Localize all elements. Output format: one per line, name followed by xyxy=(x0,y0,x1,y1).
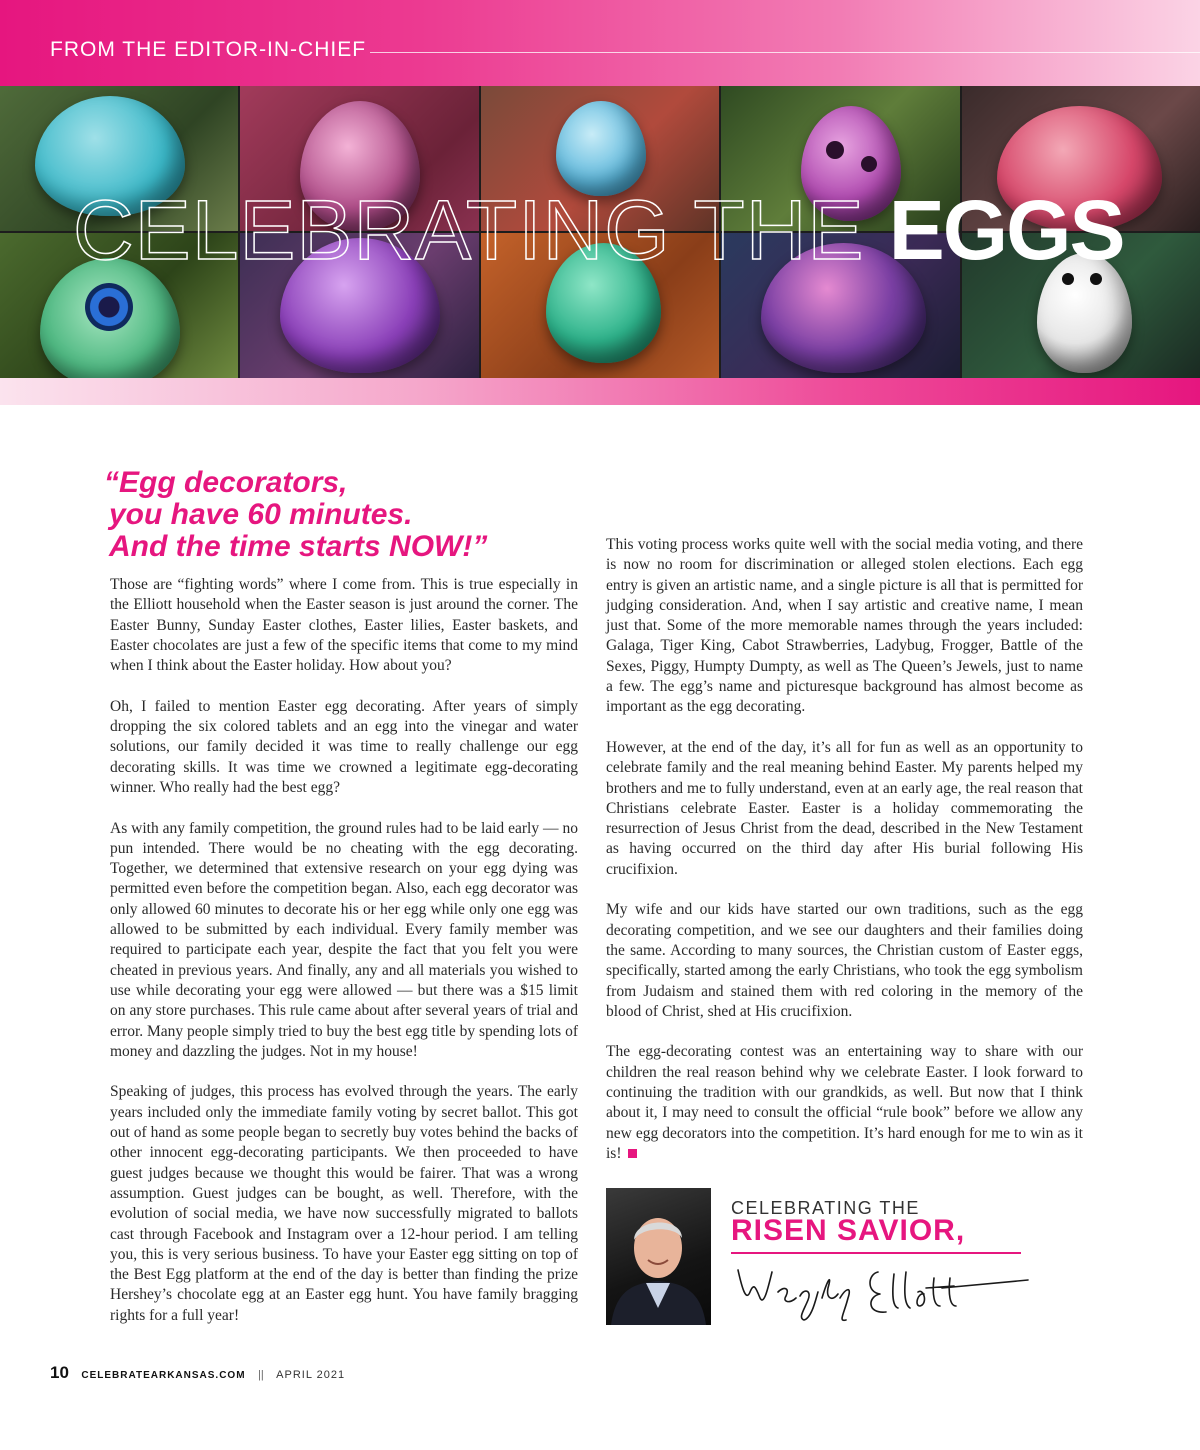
paragraph: Oh, I failed to mention Easter egg decorating. After years of simply dropping the six colored tablets and an egg into the vinegar and water solutions, our family decided it was time to really challenge our egg decorating skills. It was time we crowned a legitimate egg-decorating winner. Who really had the best egg? xyxy=(110,697,578,796)
header-divider xyxy=(370,52,1200,53)
footer-separator: || xyxy=(257,1369,264,1381)
author-portrait xyxy=(606,1188,711,1325)
title-bold: EGGS xyxy=(888,183,1124,277)
pull-quote-line: you have 60 minutes. xyxy=(109,498,413,531)
paragraph: Those are “fighting words” where I come from. This is true especially in the Elliott household when the Easter season is just around the corner. The Easter Bunny, Sunday Easter clothes, Easter lilies, Easter baskets, and Easter chocolates are just a few of the specific items that come to my mind when I think about the Easter holiday. How about you? xyxy=(110,576,578,675)
issue-date: APRIL 2021 xyxy=(276,1369,346,1381)
page-title xyxy=(73,183,1124,277)
paragraph: As with any family competition, the ground rules had to be laid early — no pun intended. There would be no cheating with the egg decorating. Together, we determined that extensive research on your egg dying was permitted even before the competition began. Also, each egg decorator was only allowed 60 minutes to decorate his or her egg while only one egg was allowed to be submitted by each individual. Every family member was required to participate each year, despite the fact that you felt you were cheated in previous years. And finally, any and all materials you wished to use while decorating your egg were allowed — but there was a $15 limit on any store purchases. This rule came about after several years of trial and error. Many people simply tried to buy the best egg title by spending lots of money and dazzling the judges. Not in my house! xyxy=(110,819,578,1060)
paragraph: Speaking of judges, this process has evolved through the years. The early years included only the immediate family voting by secret ballot. This got out of hand as some people began to secretly buy votes behind the backs of other innocent egg-decorating participants. We then proceeded to have guest judges because we thought this would be fairer. That was a wrong assumption. Guest judges can be bought, as well. Therefore, with the evolution of social media, we have now successfully migrated to ballots cast through Facebook and Instagram over a 12-hour period. I am telling you, this is very serious business. To have your Easter egg sitting on top of the Best Egg platform at the end of the day is better than finding the prize Hershey’s chocolate egg at an Easter egg hunt. You have family bragging rights for a full year! xyxy=(110,1083,578,1324)
portrait-illustration xyxy=(606,1188,711,1325)
signature-icon xyxy=(728,1258,1038,1324)
pull-quote xyxy=(104,467,584,563)
pull-quote-line: And the time starts NOW!” xyxy=(109,530,488,563)
paragraph: This voting process works quite well with the social media voting, and there is now no room for discrimination or alleged stolen elections. Each egg entry is given an artistic name, and a single picture is all that is permitted for judging consideration. And, when I say artistic and creative name, I mean just that. Some of the more memorable names through the years included: Galaga, Tiger King, Cabot Strawberries, Ladybug, Frogger, Battle of the Sexes, Piggy, Humpty Dumpty, as well as The Queen’s Jewels, just to name a few. The egg’s name and picturesque background has almost become as important as the egg decorating. xyxy=(606,536,1083,716)
paragraph: My wife and our kids have started our own traditions, such as the egg decorating competition, and we see our daughters and their families doing the same. According to many sources, the Christian custom of Easter eggs, specifically, started among the early Christians, who took the egg symbolism from Judaism and stained them with red coloring in the memory of the blood of Christ, shed at His crucifixion. xyxy=(606,901,1083,1020)
egg-shape xyxy=(556,101,646,196)
egg-eye xyxy=(85,283,133,331)
signoff-divider xyxy=(731,1252,1021,1254)
section-label: FROM THE EDITOR-IN-CHIEF xyxy=(50,38,367,61)
paragraph-text: The egg-decorating contest was an entertaining way to share with our children the real reason behind why we celebrate Easter. I look forward to continuing the tradition with our grandkids, as well. But now that I think about it, I may need to consult the official “rule book” before we allow any new egg decorators into the competition. It’s hard enough for me to win as it is! xyxy=(606,1043,1083,1162)
signoff-headline: RISEN SAVIOR, xyxy=(731,1214,966,1247)
end-mark-icon xyxy=(628,1149,637,1158)
signoff-kicker: CELEBRATING THE xyxy=(731,1198,920,1218)
page-footer xyxy=(50,1363,345,1383)
signoff-block xyxy=(606,1188,1036,1326)
page-number: 10 xyxy=(50,1363,69,1382)
site-name: CELEBRATEARKANSAS.COM xyxy=(81,1370,246,1381)
final-paragraph xyxy=(606,1042,1083,1164)
title-light: CELEBRATING THE xyxy=(73,183,865,277)
right-column xyxy=(606,535,1083,1185)
left-column xyxy=(110,575,578,1346)
header-bottom-band xyxy=(0,378,1200,405)
paragraph: However, at the end of the day, it’s all for fun as well as an opportunity to celebrate family and the real meaning behind Easter. My parents helped my brothers and me to fully understand, even at an early age, the real reason that Christians celebrate Easter. Easter is a holiday commemorating the resurrection of Jesus Christ from the dead, described in the New Testament as having occurred on the third day after His burial following His crucifixion. xyxy=(606,738,1083,878)
pull-quote-line: “Egg decorators, xyxy=(104,466,348,499)
